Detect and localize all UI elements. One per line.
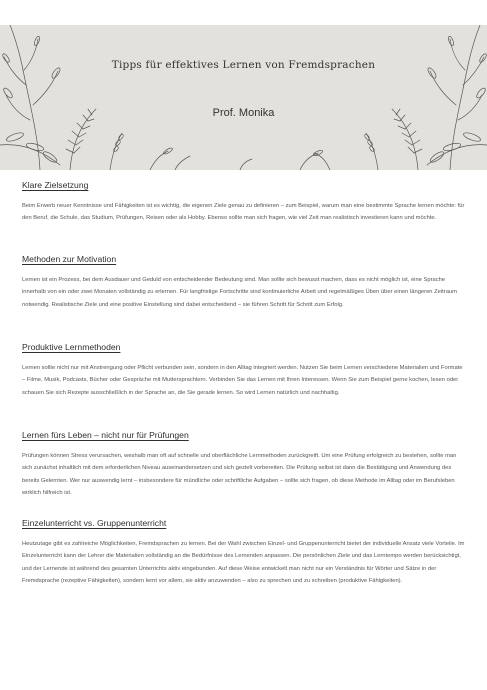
section-einzel-vs-gruppenunterricht [22, 518, 467, 588]
section-methoden-zur-motivation [22, 254, 467, 311]
header-banner [0, 25, 487, 170]
section-paragraph: Heutzutage gibt es zahlreiche Möglichkeiten, Fremdsprachen zu lernen. Bei der Wahl zwischen Einzel- und Gruppenunterricht bietet der individuelle Ansatz viele Vorteile. Im Einzelunterricht kann der Lehrer die Materialien vollständig an die Bedürfnisse des Lernenden anpassen. Die persönlichen Ziele und das Lerntempo werden berücksichtigt, und der Lernende ist während des gesamten Unterrichts aktiv eingebunden. Auf diese Weise entwickelt man nicht nur ein Verständnis für Wörter und Sätze in der Fremdsprache (rezeptive Fähigkeiten), sondern lernt vor allem, sie aktiv anzuwenden – also zu sprechen und zu schreiben (produktive Fähigkeiten). [22, 541, 465, 585]
section-heading: Produktive Lernmethoden [22, 342, 121, 352]
section-paragraph: Lernen ist ein Prozess, bei dem Ausdauer und Geduld von entscheidender Bedeutung sind. Man sollte sich bewusst machen, dass es nicht möglich ist, eine Sprache innerhalb von ein oder zwei Monaten vollständig zu erlernen. Für langfristige Fortschritte sind kontinuierliche Arbeit und regelmäßiges Üben über einen längeren Zeitraum notwendig. Realistische Ziele und eine positive Einstellung sind dabei entscheidend – sie führen Schritt für Schritt zum Erfolg. [22, 277, 458, 308]
author-name: Prof. Monika [212, 107, 275, 119]
section-klare-zielsetzung [22, 180, 467, 225]
document-title: Tipps für effektives Lernen von Fremdsprachen [111, 59, 376, 71]
section-heading: Einzelunterricht vs. Gruppenunterricht [22, 518, 167, 528]
section-heading: Klare Zielsetzung [22, 180, 89, 190]
section-produktive-lernmethoden [22, 342, 467, 399]
section-heading: Lernen fürs Leben – nicht nur für Prüfungen [22, 430, 189, 440]
section-heading: Methoden zur Motivation [22, 254, 117, 264]
section-paragraph: Beim Erwerb neuer Kenntnisse und Fähigkeiten ist es wichtig, die eigenen Ziele genau zu definieren – zum Beispiel, warum man eine bestimmte Sprache lernen möchte: für den Beruf, die Schule, das Studium, Prüfungen, Reisen oder als Hobby. Ebenso sollte man sich fragen, wie viel Zeit man realistisch investieren kann und möchte. [22, 203, 465, 222]
botanical-branches-icon [0, 25, 487, 170]
section-paragraph: Prüfungen können Stress verursachen, weshalb man oft auf schnelle und oberflächliche Lernmethoden zurückgreift. Um eine Prüfung erfolgreich zu bestehen, sollte man sich zunächst inhaltlich mit dem erforderlichen Niveau auseinandersetzen und sich gezielt vorbereiten. Die Prüfung selbst ist dann die Bestätigung und Anwendung des bereits Gelernten. Wer nur auswendig lernt – insbesondere für mündliche oder schriftliche Aufgaben – sollte sich fragen, ob diese Methode im Alltag oder im Berufsleben wirklich hilfreich ist. [22, 453, 457, 497]
section-paragraph: Lernen sollte nicht nur mit Anstrengung oder Pflicht verbunden sein, sondern in den Alltag integriert werden. Nutzen Sie beim Lernen verschiedene Materialien und Formate – Filme, Musik, Podcasts, Bücher oder Gespräche mit Muttersprachlern. Verbinden Sie das Lernen mit Ihren Interessen. Wenn Sie zum Beispiel gerne kochen, lesen oder schauen Sie sich Rezepte ausschließlich in der Sprache an, die Sie gerade lernen. So wird Lernen natürlich und nachhaltig. [22, 365, 463, 396]
section-lernen-fuers-leben [22, 430, 467, 500]
